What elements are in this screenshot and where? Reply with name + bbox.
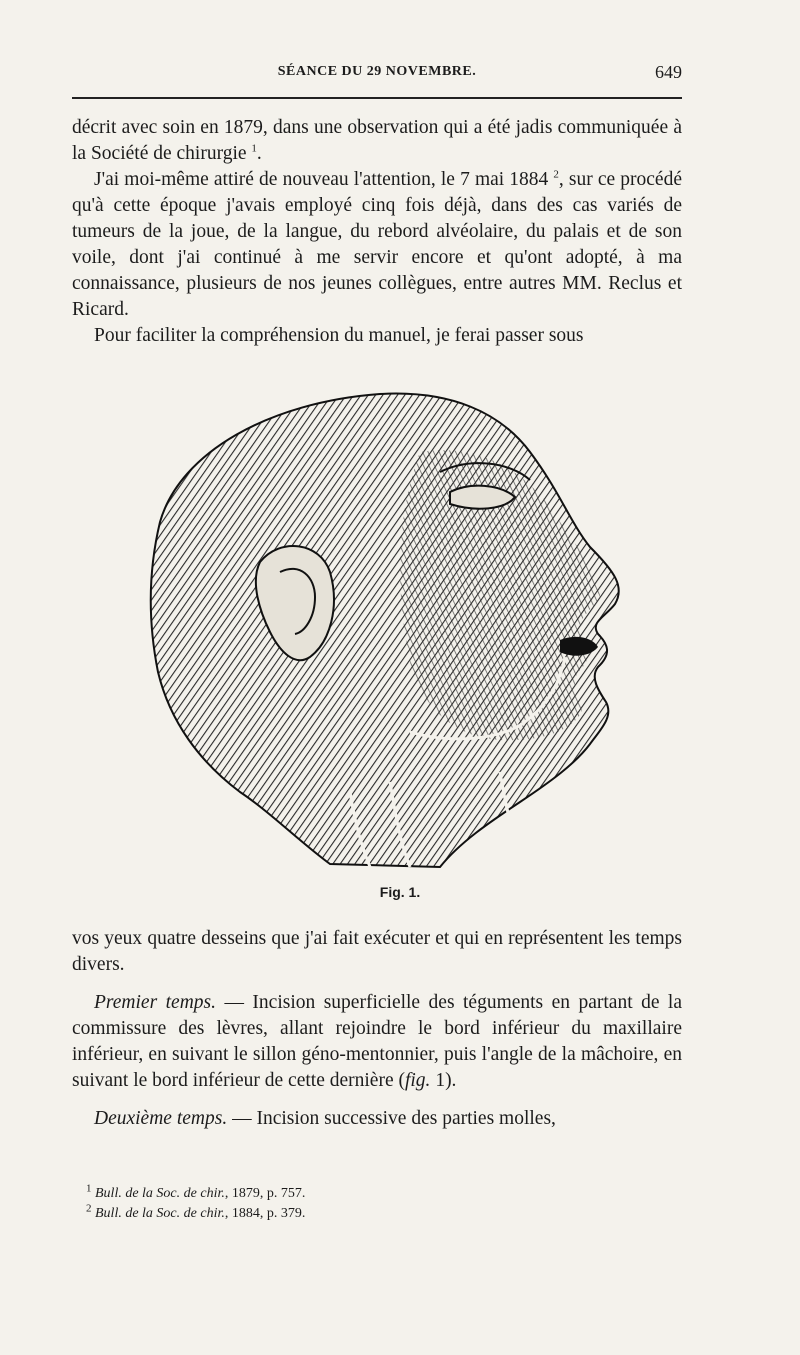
page-number: 649 (655, 62, 682, 82)
figure-caption: Fig. 1. (379, 884, 421, 900)
footnote: $^1$ Bull. de la Soc. de chir., 1879, p. 757. (86, 1182, 306, 1201)
header-rule (72, 97, 682, 99)
paragraph: Premier temps. — Incision superficielle des téguments en partant de la commissure des lèvres, allant rejoindre le bord inférieur du maxillaire inférieur, en suivant le sillon géno-mentonnier, puis l'angle de la mâchoire, en suivant le bord inférieur de cette dernière (fig. 1). (72, 992, 683, 1091)
paragraph: vos yeux quatre desseins que j'ai fait exécuter et qui en représentent les temps divers. (72, 928, 682, 975)
paragraph: décrit avec soin en 1879, dans une observation qui a été jadis communiquée à la Société de chirurgie $^1$. (72, 117, 682, 164)
paragraph: Pour faciliter la compréhension du manuel, je ferai passer sous (94, 325, 584, 346)
section-lead: Premier temps. (94, 992, 217, 1013)
running-header (72, 62, 682, 88)
figure-illustration (120, 372, 640, 892)
footnotes (86, 1184, 682, 1224)
footnote: $^2$ Bull. de la Soc. de chir., 1884, p. 379. (86, 1202, 306, 1221)
footnote-ref: 2 (553, 168, 559, 181)
paragraph: Deuxième temps. — Incision successive des parties molles, (94, 1108, 556, 1129)
header-title: SÉANCE DU 29 NOVEMBRE. (277, 64, 477, 79)
section-lead: Deuxième temps. (94, 1108, 228, 1129)
body-text-top (72, 115, 682, 349)
footnote-ref: 1 (251, 142, 257, 155)
body-text-bottom (72, 926, 682, 1132)
paragraph: J'ai moi-même attiré de nouveau l'attention, le 7 mai 1884 $^2$, sur ce procédé qu'à cette époque j'avais employé cinq fois déjà, dans des cas variés de tumeurs de la joue, de la langue, du rebord alvéolaire, du palais et de son voile, dont j'ai continué à me servir encore et qu'ont adopté, à ma connaissance, plusieurs de nos jeunes collègues, entre autres MM. Reclus et Ricard. (72, 168, 682, 320)
